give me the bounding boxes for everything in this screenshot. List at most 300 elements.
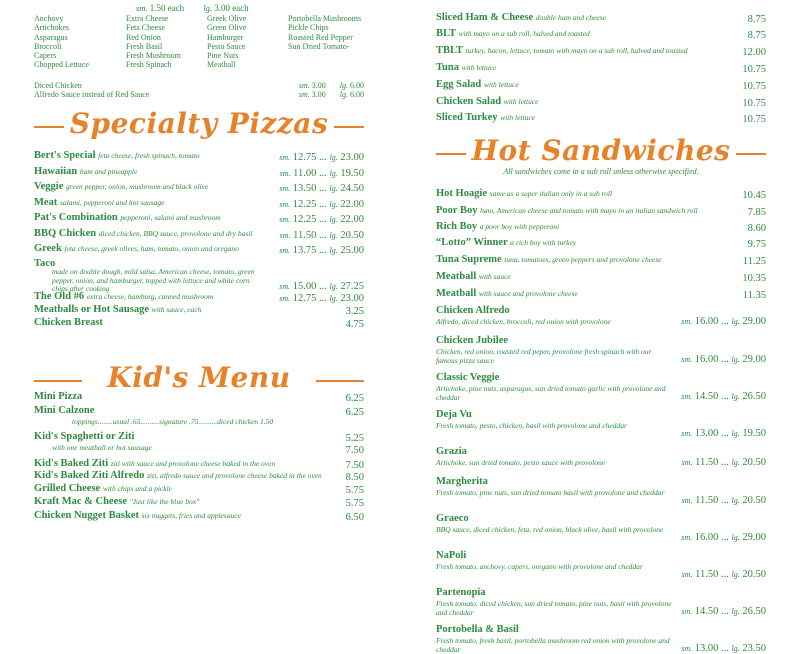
item-description: extra cheese, hamburg, canned mushroom xyxy=(86,292,214,301)
sm-label: sm. xyxy=(681,458,693,467)
item-line xyxy=(436,372,766,385)
lg-price: 27.25 xyxy=(340,281,364,292)
item-line xyxy=(436,62,766,75)
item-prices: sm. 11.50 ... lg. 20.50 xyxy=(681,495,766,506)
sm-price: 11.50 xyxy=(695,569,719,580)
item-prices: sm. 12.25 ... lg. 22.00 xyxy=(279,199,364,210)
sm-label: sm. xyxy=(681,496,693,505)
menu-item xyxy=(34,391,364,404)
topping-item: Broccoli xyxy=(34,41,62,51)
item-prices xyxy=(346,407,364,418)
item-description: Artichoke, sun dried tomato, pesto sauce with provolone xyxy=(436,458,606,467)
item-description: BBQ sauce, diced chicken, feta, red onion, black olive, basil with provolone xyxy=(436,525,664,534)
menu-item xyxy=(34,150,364,163)
item-text xyxy=(34,304,201,315)
item-line xyxy=(436,476,766,489)
heading-text xyxy=(34,106,364,142)
sm-price: 3.00 xyxy=(311,90,326,99)
menu-item xyxy=(436,188,766,201)
toppings-grid xyxy=(34,14,364,76)
sm-price: 13.75 xyxy=(292,245,317,256)
item-name: Margherita xyxy=(436,476,488,487)
item-price: 12.00 xyxy=(742,47,766,58)
item-subline xyxy=(34,418,364,429)
topping-item: Portobella Mushrooms xyxy=(288,14,362,23)
item-name: BLT xyxy=(436,28,457,39)
sm-price: 12.25 xyxy=(292,199,317,210)
item-name: Kid's Spaghetti or Ziti xyxy=(34,431,135,442)
item-name: Kid's Baked Ziti xyxy=(34,458,109,469)
item-name: Chicken Alfredo xyxy=(436,305,510,316)
sm-label: sm. xyxy=(279,246,291,255)
heading-label: Hot Sandwiches xyxy=(466,134,737,167)
item-text xyxy=(436,221,559,232)
sm-label: sm. xyxy=(279,200,291,209)
item-line xyxy=(436,112,766,125)
item-description: salami, pepperoni and hot sausage xyxy=(59,198,165,207)
item-price: 10.45 xyxy=(742,190,766,201)
item-prices: sm. 13.00 ... lg. 23.50 xyxy=(681,643,766,654)
item-prices: sm. 11.50 ... lg. 20.50 xyxy=(681,457,766,468)
lg-label: lg. xyxy=(329,153,338,162)
menu-item xyxy=(436,254,766,267)
item-prices: sm. 15.00 ... lg. 27.25 xyxy=(279,281,364,292)
item-prices xyxy=(346,393,364,404)
item-description: turkey, bacon, lettuce, tomato with mayo on a sub roll, halved and toasted xyxy=(465,46,688,55)
item-price: 8.75 xyxy=(747,30,766,41)
item-description: with sauce, each xyxy=(151,305,202,314)
menu-item xyxy=(436,112,766,125)
lg-price: 26.50 xyxy=(742,391,766,402)
item-subline xyxy=(34,444,364,455)
item-line xyxy=(34,391,364,404)
menu-item xyxy=(34,197,364,210)
extra-prices xyxy=(299,81,364,90)
lg-price: 19.50 xyxy=(742,428,766,439)
item-prices: sm. 14.50 ... lg. 26.50 xyxy=(681,391,766,402)
menu-item xyxy=(436,79,766,92)
item-text xyxy=(436,96,538,107)
menu-item xyxy=(436,271,766,284)
menu-item xyxy=(34,243,364,256)
item-text xyxy=(436,12,606,23)
item-prices: sm. 16.00 ... lg. 29.00 xyxy=(681,354,766,365)
item-line xyxy=(436,288,766,301)
item-name: Chicken Nugget Basket xyxy=(34,510,140,521)
menu-item xyxy=(34,291,364,304)
extra-row xyxy=(34,81,364,90)
item-description: diced chicken, BBQ sauce, provolone and dry basil xyxy=(98,229,253,238)
item-line xyxy=(34,181,364,194)
menu-item xyxy=(436,305,766,327)
item-name: TBLT xyxy=(436,45,464,56)
sm-label: sm. xyxy=(681,392,693,401)
item-line xyxy=(34,510,364,523)
item-name: Tuna Supreme xyxy=(436,254,502,265)
sm-price: 16.00 xyxy=(694,354,719,365)
sm-label: sm. xyxy=(681,607,693,616)
item-line xyxy=(34,470,364,483)
sm-price: 11.50 xyxy=(695,495,719,506)
item-line xyxy=(34,291,364,304)
item-description: feta cheese, fresh spinach, tomato xyxy=(98,151,200,160)
sm-label: sm. xyxy=(681,355,693,364)
topping-item: Hamburger xyxy=(207,32,244,42)
item-text xyxy=(34,483,172,494)
item-description: feta cheese, greek olives, ham, tomato, onion and oregano xyxy=(64,244,239,253)
lg-label: lg. xyxy=(339,90,348,99)
item-name: Meat xyxy=(34,197,58,208)
large-label: lg. xyxy=(203,3,213,13)
heading-label: Specialty Pizzas xyxy=(64,107,334,140)
sm-label: sm. xyxy=(681,644,693,653)
small-price: 1.50 each xyxy=(149,3,185,13)
sm-label: sm. xyxy=(279,184,291,193)
sm-price: 16.00 xyxy=(694,316,719,327)
item-price: 8.75 xyxy=(747,14,766,25)
item-text xyxy=(34,317,103,328)
item-prices: sm. 12.75 ... lg. 23.00 xyxy=(279,152,364,163)
item-line xyxy=(436,237,766,250)
item-line xyxy=(34,243,364,256)
sm-price: 15.00 xyxy=(292,281,317,292)
item-prices xyxy=(742,190,766,201)
sm-label: sm. xyxy=(279,153,291,162)
lg-label: lg. xyxy=(731,458,740,467)
item-prices xyxy=(748,207,766,218)
item-name: Portobella & Basil xyxy=(436,624,519,635)
large-price: 3.00 each xyxy=(214,3,249,13)
toppings-column xyxy=(207,14,246,70)
item-prices xyxy=(743,290,766,301)
extra-name: Alfredo Sauce instead of Red Sauce xyxy=(34,90,150,99)
item-prices: sm. 12.75 ... lg. 23.00 xyxy=(279,293,364,304)
item-line xyxy=(436,96,766,109)
topping-item: Pickle Chips xyxy=(288,23,329,33)
hot-note: All sandwiches come in a sub roll unless otherwise specified. xyxy=(503,167,699,176)
heading-text xyxy=(34,582,364,618)
item-name: Greek xyxy=(34,243,62,254)
item-price: 11.35 xyxy=(742,290,766,301)
lg-label: lg. xyxy=(339,81,348,90)
topping-item: Chopped Lettuce xyxy=(34,60,89,70)
item-text xyxy=(34,291,213,302)
item-line xyxy=(34,150,364,163)
item-text xyxy=(34,458,275,469)
menu-item xyxy=(34,431,364,455)
lg-price: 22.00 xyxy=(340,214,364,225)
item-prices: sm. 16.00 ... lg. 29.00 xyxy=(681,532,766,543)
lg-label: lg. xyxy=(329,246,338,255)
item-description: pepperoni, salami and mushroom xyxy=(120,213,221,222)
topping-item: Fresh Basil xyxy=(126,41,163,51)
item-text xyxy=(34,181,208,192)
sm-price: 12.75 xyxy=(292,293,317,304)
item-text xyxy=(436,62,496,73)
item-name: Bert's Special xyxy=(34,150,96,161)
item-prices xyxy=(742,273,766,284)
item-prices xyxy=(748,30,766,41)
topping-item: Capers xyxy=(34,51,57,61)
lg-price: 20.50 xyxy=(340,230,364,241)
item-text xyxy=(436,271,511,282)
lg-price: 22.00 xyxy=(340,199,364,210)
item-description: Alfredo, diced chicken, broccoli, red onion with provolone xyxy=(436,317,611,326)
item-description: a rich boy with turkey xyxy=(510,238,577,247)
item-description: green pepper, onion, mushroom and black olive xyxy=(65,182,209,191)
item-description: Fresh tomato, fresh basil, portobella mushroom red onion with provolone and cheddar xyxy=(436,636,670,654)
item-name: Taco xyxy=(34,258,56,269)
topping-item: Meatball xyxy=(207,60,236,70)
sm-price: 14.50 xyxy=(694,606,719,617)
item-name: Hot Hoagie xyxy=(436,188,488,199)
item-name: Grilled Cheese xyxy=(34,483,101,494)
item-name: NaPoli xyxy=(436,550,467,561)
menu-item xyxy=(436,335,766,365)
item-line xyxy=(436,624,766,637)
lg-label: lg. xyxy=(731,429,740,438)
next-section-heading xyxy=(34,582,364,622)
sm-price: 13.00 xyxy=(694,643,719,654)
sm-price: 12.25 xyxy=(292,214,317,225)
item-prices: sm. 11.50 ... lg. 20.50 xyxy=(681,569,766,580)
sm-price: 11.00 xyxy=(293,168,317,179)
item-description: ham and pineapple xyxy=(79,167,138,176)
item-prices xyxy=(743,256,766,267)
menu-item xyxy=(436,62,766,75)
item-price: 9.75 xyxy=(747,239,766,250)
item-line xyxy=(34,483,364,496)
item-prices xyxy=(346,485,364,496)
item-name: Deja Vu xyxy=(436,409,472,420)
menu-item xyxy=(34,181,364,194)
item-name: Veggie xyxy=(34,181,64,192)
item-prices: sm. 11.50 ... lg. 20.50 xyxy=(279,230,364,241)
item-line xyxy=(436,550,766,563)
item-line xyxy=(436,271,766,284)
lg-label: lg. xyxy=(329,282,338,291)
item-line xyxy=(436,254,766,267)
item-name: Meatball xyxy=(436,288,477,299)
item-description: with lettuce xyxy=(503,97,539,106)
menu-item xyxy=(436,476,766,506)
lg-label: lg. xyxy=(329,294,338,303)
menu-item xyxy=(436,513,766,543)
item-line xyxy=(436,79,766,92)
item-price: 11.25 xyxy=(742,256,766,267)
lg-price: 26.50 xyxy=(742,606,766,617)
menu-item xyxy=(436,45,766,58)
item-text xyxy=(436,237,576,248)
item-description: with lettuce xyxy=(500,113,535,122)
item-price: 6.50 xyxy=(345,512,364,523)
topping-item: Feta Cheese xyxy=(126,23,165,33)
lg-price: 20.50 xyxy=(742,495,766,506)
item-prices xyxy=(742,114,766,125)
item-text xyxy=(34,228,252,239)
extra-row xyxy=(34,90,364,99)
item-prices xyxy=(742,81,766,92)
item-name: Sliced Turkey xyxy=(436,112,498,123)
item-price: 6.25 xyxy=(345,393,364,404)
item-name: Hawaiian xyxy=(34,166,78,177)
item-text xyxy=(436,28,590,39)
menu-item xyxy=(34,510,364,523)
item-price: 10.75 xyxy=(742,81,766,92)
item-name: Egg Salad xyxy=(436,79,482,90)
item-prices xyxy=(346,498,364,509)
item-price: 10.75 xyxy=(742,114,766,125)
sm-label: sm. xyxy=(681,317,693,326)
item-price: 6.25 xyxy=(345,407,364,418)
item-text xyxy=(436,254,662,265)
item-name: Grazia xyxy=(436,446,467,457)
item-price: 7.85 xyxy=(747,207,766,218)
lg-label: lg. xyxy=(329,169,338,178)
item-price: 8.50 xyxy=(345,472,364,483)
topping-extras xyxy=(34,81,364,99)
item-line xyxy=(34,166,364,179)
item-prices xyxy=(346,319,364,330)
menu-item xyxy=(436,288,766,301)
item-description: tuna, tomatoes, green peppers and provolone cheese xyxy=(504,255,662,264)
item-prices xyxy=(346,472,364,483)
item-line xyxy=(34,212,364,225)
menu-item xyxy=(436,550,766,580)
topping-item: Pine Nuts xyxy=(207,51,239,61)
item-prices xyxy=(748,223,766,234)
lg-label: lg. xyxy=(731,496,740,505)
lg-price: 29.00 xyxy=(742,532,766,543)
menu-item xyxy=(34,212,364,225)
menu-item xyxy=(436,372,766,402)
lg-price: 6.00 xyxy=(350,81,364,90)
item-line xyxy=(34,258,364,271)
lg-label: lg. xyxy=(731,317,740,326)
menu-item xyxy=(34,483,364,496)
lg-label: lg. xyxy=(329,215,338,224)
item-prices xyxy=(742,64,766,75)
menu-item xyxy=(436,12,766,25)
item-prices xyxy=(748,14,766,25)
item-description: ham, American cheese and tomato with mayo in an italian sandwich roll xyxy=(480,206,698,215)
item-price: 4.75 xyxy=(345,319,364,330)
lg-label: lg. xyxy=(731,392,740,401)
lg-price: 19.50 xyxy=(340,168,364,179)
item-prices: sm. 13.75 ... lg. 25.00 xyxy=(279,245,364,256)
lg-price: 6.00 xyxy=(350,90,364,99)
topping-price-line xyxy=(136,3,249,13)
topping-item: Roasted Red Pepper xyxy=(288,32,353,42)
lg-price: 25.00 xyxy=(340,245,364,256)
lg-price: 29.00 xyxy=(742,316,766,327)
extra-name: Diced Chicken xyxy=(34,81,82,90)
lg-price: 23.00 xyxy=(340,293,364,304)
item-prices xyxy=(742,98,766,109)
item-description: with lettuce xyxy=(461,63,497,72)
item-description: same as a super italian only in a sub roll xyxy=(489,189,613,198)
sm-label: sm. xyxy=(681,533,693,542)
toppings-column xyxy=(34,14,89,70)
lg-label: lg. xyxy=(731,533,740,542)
item-prices xyxy=(742,47,766,58)
heading-label: Kid's Menu xyxy=(101,361,296,394)
topping-item: Fresh Mushroom xyxy=(126,51,181,61)
toppings-column xyxy=(288,14,361,51)
sm-price: 11.50 xyxy=(293,230,317,241)
topping-item: Pesto Sauce xyxy=(207,41,246,51)
menu-item xyxy=(34,405,364,429)
sm-price: 13.50 xyxy=(292,183,317,194)
topping-item: Fresh Spinach xyxy=(126,60,172,70)
menu-item xyxy=(34,317,364,330)
item-text xyxy=(34,431,134,442)
item-description: Artichoke, pine nuts, asparagus, sun dried tomato garlic with provolone and cheddar xyxy=(436,384,666,402)
item-description: Fresh tomato, pesto, chicken, basil with provolone and cheddar xyxy=(436,421,627,430)
item-price: 10.35 xyxy=(742,273,766,284)
item-line xyxy=(436,335,766,348)
sm-label: sm. xyxy=(279,169,291,178)
item-name: Pat's Combination xyxy=(34,212,118,223)
item-name: Sliced Ham & Cheese xyxy=(436,12,534,23)
item-name: Chicken Salad xyxy=(436,96,502,107)
item-description: with chips and a pickle xyxy=(102,484,172,493)
extra-prices xyxy=(299,90,364,99)
menu-item xyxy=(436,446,766,468)
item-description: made on double dough, mild salsa, American cheese, tomato, green pepper, onion, and hamburger, topped with lettuce and white corn chips after cooking xyxy=(52,267,255,293)
item-price: 10.75 xyxy=(742,98,766,109)
item-line xyxy=(436,513,766,526)
item-description: "Just like the blue box" xyxy=(129,497,200,506)
sm-label: sm. xyxy=(279,215,291,224)
item-text xyxy=(436,45,687,56)
item-name: Mini Calzone xyxy=(34,405,95,416)
sm-price: 11.50 xyxy=(695,457,719,468)
item-description: with sauce and provolone cheese xyxy=(478,289,578,298)
item-price: 5.75 xyxy=(345,498,364,509)
topping-item: Greek Olive xyxy=(207,14,247,23)
menu-item xyxy=(436,587,766,617)
item-description: with sauce xyxy=(478,272,511,281)
item-price: 5.75 xyxy=(345,485,364,496)
lg-label: lg. xyxy=(329,231,338,240)
item-description: Fresh tomato, anchovy, capers, oregano with provolone and cheddar xyxy=(436,562,643,571)
item-subline-text: toppings........usual .65..........signature .75..........diced chicken 1.50 xyxy=(72,417,274,426)
topping-item: Red Onion xyxy=(126,32,161,42)
small-label: sm. xyxy=(136,3,148,13)
item-description: ziti with sauce and provolone cheese baked in the oven xyxy=(110,459,276,468)
item-text xyxy=(34,150,200,161)
item-name: BBQ Chicken xyxy=(34,228,97,239)
lg-label: lg. xyxy=(731,607,740,616)
item-description: a poor boy with pepperoni xyxy=(479,222,560,231)
item-text xyxy=(436,112,535,123)
menu-item xyxy=(34,304,364,317)
sm-label: sm. xyxy=(279,282,291,291)
item-line xyxy=(34,197,364,210)
item-price: 7.50 xyxy=(345,460,364,471)
menu-item xyxy=(436,409,766,439)
item-line xyxy=(436,205,766,218)
menu-item xyxy=(34,496,364,509)
sm-price: 12.75 xyxy=(292,152,317,163)
item-text xyxy=(34,212,221,223)
topping-item: Asparagus xyxy=(34,32,68,42)
lg-label: lg. xyxy=(731,355,740,364)
item-line xyxy=(436,28,766,41)
lg-price: 20.50 xyxy=(742,569,766,580)
item-description: Fresh tomato, pine nuts, sun dried tomato basil with provolone and cheddar xyxy=(436,488,665,497)
